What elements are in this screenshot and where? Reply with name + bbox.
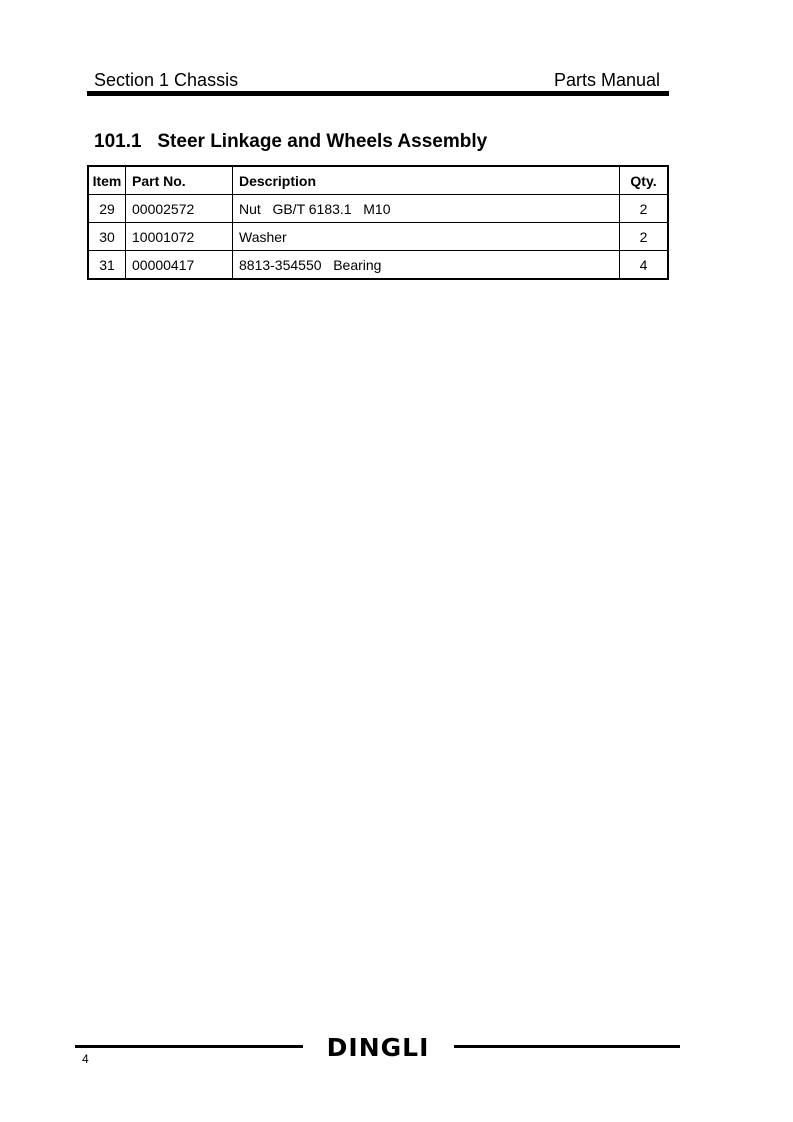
table-row [88,223,668,251]
header-manual-label: Parts Manual [553,70,660,90]
cell-qty: 2 [620,223,669,251]
header-section-label: Section 1 Chassis [94,70,239,90]
column-header-part-no: Part No. [126,166,233,195]
cell-qty: 4 [620,251,669,280]
cell-item: 31 [88,251,126,280]
cell-part-no: 00002572 [126,195,233,223]
header-rule [87,91,669,96]
dingli-logo-text: DINGLI [327,1033,429,1062]
page-number: 4 [82,1052,89,1066]
table-header-row [88,166,668,195]
table-row [88,195,668,223]
cell-item: 29 [88,195,126,223]
cell-description: Washer [233,223,620,251]
footer-rule-left [75,1045,303,1048]
table-row [88,251,668,280]
column-header-item: Item [88,166,126,195]
column-header-description: Description [233,166,620,195]
section-title: 101.1 Steer Linkage and Wheels Assembly [94,131,488,152]
footer-rule-right [454,1045,680,1048]
cell-part-no: 10001072 [126,223,233,251]
cell-description: 8813-354550 Bearing [233,251,620,280]
cell-part-no: 00000417 [126,251,233,280]
parts-table [87,165,669,280]
dingli-logo [327,1030,429,1062]
cell-qty: 2 [620,195,669,223]
cell-item: 30 [88,223,126,251]
cell-description: Nut GB/T 6183.1 M10 [233,195,620,223]
column-header-qty: Qty. [620,166,669,195]
